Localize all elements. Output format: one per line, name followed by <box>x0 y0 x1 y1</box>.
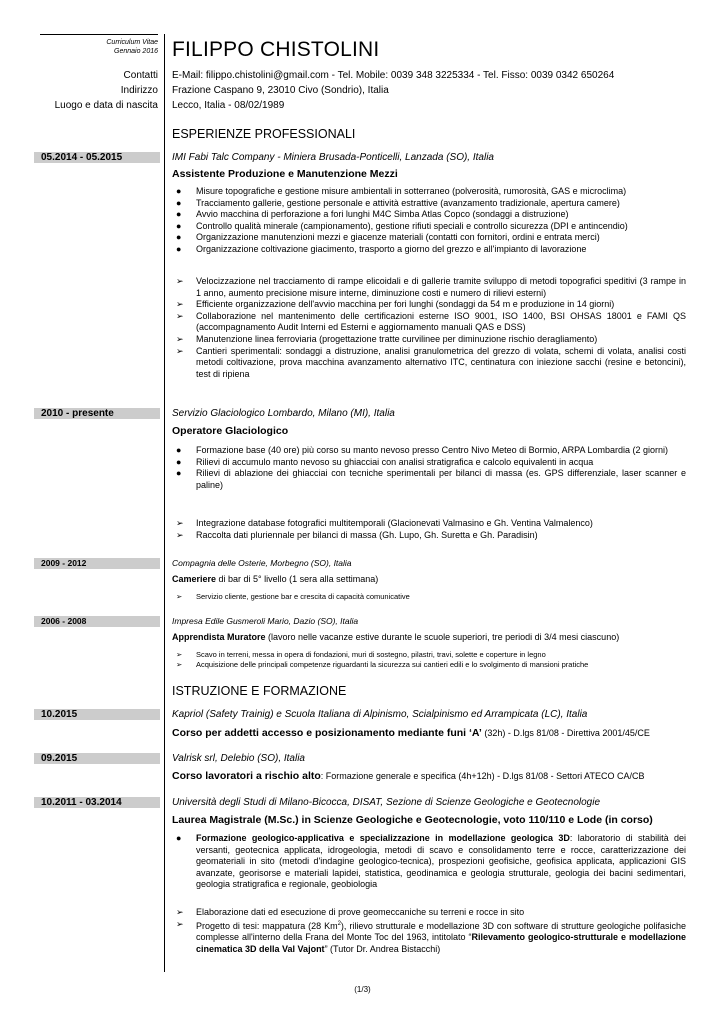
arrow-bullet-icon: ➢ <box>176 333 184 344</box>
job-role: Assistente Produzione e Manutenzione Mezzi <box>172 168 398 180</box>
list-item: ➢ Integrazione database fotografici multitemporali (Glacionevati Valmasino e Gh. Ventina Valmalenco) <box>176 518 593 528</box>
bullet-icon: ● <box>176 833 182 843</box>
arrow-bullet-icon: ➢ <box>176 650 183 659</box>
arrow-bullet-icon: ➢ <box>176 310 184 321</box>
education-organization: Università degli Studi di Milano-Bicocca, DISAT, Sezione di Scienze Geologiche e Geotecnologie <box>172 797 601 808</box>
header-rule <box>40 34 158 35</box>
list-item: ➢ Servizio cliente, gestione bar e crescita di capacità comunicative <box>176 592 410 601</box>
list-item: ➢ Progetto di tesi: mappatura (28 Km$^2$), rilievo strutturale e modellazione 3D con software di strutture geologiche polifasiche complesse all'interno della Frana del Monte Toc del 1963, intitolato “Rilevamento geologico-strutturale e modellazione cinematica 3D della Val Vajont” (Tutor Dr. Andrea Bistacchi) <box>176 918 686 954</box>
arrow-bullet-icon: ➢ <box>176 345 184 356</box>
list-item: ➢ Acquisizione delle principali competenze riguardanti la sicurezza sui cantieri edili e lo svolgimento di mansioni pratiche <box>176 660 589 669</box>
job-achievements-list <box>172 592 686 602</box>
list-item: ● Organizzazione manutenzioni mezzi e giacenze materiali (contatti con fornitori, ordini e entrata merci) <box>176 232 600 243</box>
job-date: 05.2014 - 05.2015 <box>34 152 160 163</box>
arrow-bullet-icon: ➢ <box>176 299 184 310</box>
job-achievements-list <box>172 518 686 541</box>
birth-label: Luogo e data di nascita <box>54 100 158 111</box>
bullet-icon: ● <box>176 220 182 231</box>
education-date: 10.2015 <box>34 709 160 720</box>
job-achievements-list <box>172 650 686 670</box>
list-item: ➢ Scavo in terreni, messa in opera di fondazioni, muri di sostegno, pilastri, travi, solette e coperture in legno <box>176 650 546 659</box>
address-value: Frazione Caspano 9, 23010 Civo (Sondrio), Italia <box>172 85 389 96</box>
education-date: 09.2015 <box>34 753 160 764</box>
job-role: Cameriere di bar di 5° livello (1 sera alla settimana) <box>172 574 379 584</box>
list-item: ● Tracciamento gallerie, gestione personale e attività estrattive (avanzamento tradizionale, apertura camere) <box>176 197 620 208</box>
cv-label-date: Gennaio 2016 <box>114 48 158 55</box>
list-item: ● Avvio macchina di perforazione a fori lunghi M4C Simba Atlas Copco (sondaggi a distruzione) <box>176 209 569 220</box>
bullet-icon: ● <box>176 445 182 455</box>
education-achievements-list <box>172 907 686 955</box>
job-role: Operatore Glaciologico <box>172 425 289 437</box>
bullet-icon: ● <box>176 197 182 208</box>
cv-label-title: Curriculum Vitae <box>106 39 158 46</box>
job-role: Apprendista Muratore (lavoro nelle vacanze estive durante le scuole superiori, tre periodi di 3/4 mesi ciascuno) <box>172 632 620 642</box>
experience-section-title: ESPERIENZE PROFESSIONALI <box>172 127 356 141</box>
education-date: 10.2011 - 03.2014 <box>34 797 160 808</box>
job-date: 2009 - 2012 <box>34 558 160 569</box>
cv-label <box>38 38 158 56</box>
education-organization: Valrisk srl, Delebio (SO), Italia <box>172 753 305 764</box>
contacts-label: Contatti <box>123 70 158 81</box>
education-section-title: ISTRUZIONE E FORMAZIONE <box>172 684 347 698</box>
person-name: FILIPPO CHISTOLINI <box>172 38 380 61</box>
birth-value: Lecco, Italia - 08/02/1989 <box>172 100 285 111</box>
address-label: Indirizzo <box>120 85 158 96</box>
contacts-value: E-Mail: filippo.chistolini@gmail.com - Tel. Mobile: 0039 348 3225334 - Tel. Fisso: 0039 0342 650264 <box>172 70 615 81</box>
list-item: ● Misure topografiche e gestione misure ambientali in sotterraneo (polverosità, rumorosità, GAS e microclima) <box>176 186 627 196</box>
education-title: Corso lavoratori a rischio alto: Formazione generale e specifica (4h+12h) - D.lgs 81/08 - Settori ATECO CA/CB <box>172 770 645 782</box>
list-item: ● Rilievi di accumulo manto nevoso su ghiacciai con analisi stratigrafica e calcolo equivalenti in acqua <box>176 456 594 467</box>
job-organization: IMI Fabi Talc Company - Miniera Brusada-Ponticelli, Lanzada (SO), Italia <box>172 152 494 163</box>
education-organization: Kapriol (Safety Trainig) e Scuola Italiana di Alpinismo, Scialpinismo ed Arrampicata (LC), Italia <box>172 709 588 720</box>
arrow-bullet-icon: ➢ <box>176 529 184 540</box>
list-item: ➢ Raccolta dati pluriennale per bilanci di massa (Gh. Lupo, Gh. Suretta e Gh. Paradisin) <box>176 529 538 540</box>
list-item: ➢ Collaborazione nel mantenimento delle certificazioni esterne ISO 9001, ISO 1400, BSI OHSAS 18001 e FAMI QS (accompagnamento Audit Interni ed Esterni e aggiornamento manuali QAS e DSS) <box>176 310 686 333</box>
bullet-icon: ● <box>176 209 182 220</box>
job-organization: Impresa Edile Gusmeroli Mario, Dazio (SO), Italia <box>172 616 359 626</box>
arrow-bullet-icon: ➢ <box>176 518 184 528</box>
job-duties-list <box>172 445 686 491</box>
list-item: ➢ Efficiente organizzazione dell'avvio macchina per fori lunghi (sondaggi da 54 m e produzione in 14 giorni) <box>176 299 615 310</box>
bullet-icon: ● <box>176 456 182 467</box>
education-title: Laurea Magistrale (M.Sc.) in Scienze Geologiche e Geotecnologie, voto 110/110 e Lode (in corso) <box>172 814 653 826</box>
job-duties-list <box>172 186 686 256</box>
list-item: ● Organizzazione coltivazione giacimento, trasporto a giorno del grezzo e all'impianto di lavorazione <box>176 243 587 254</box>
job-date: 2010 - presente <box>34 408 160 419</box>
arrow-bullet-icon: ➢ <box>176 660 183 669</box>
bullet-icon: ● <box>176 186 182 196</box>
column-divider <box>164 34 165 972</box>
education-details-list <box>172 833 686 891</box>
education-title: Corso per addetti accesso e posizionamento mediante funi ‘A’ (32h) - D.lgs 81/08 - Direttiva 2001/45/CE <box>172 727 650 739</box>
list-item: ➢ Cantieri sperimentali: sondaggi a distruzione, analisi granulometrica del grezzo di volata, schemi di volata, analisi costi metodi coltivazione, prova macchina avanzamento alternativo ITC, centinatura con iniezione sacchi (resine e betoncini), test di ripiena <box>176 345 686 379</box>
list-item: ● Rilievi di ablazione dei ghiacciai con tecniche sperimentali per bilanci di massa (es. GPS differenziale, laser scanner e paline) <box>176 468 686 490</box>
list-item: ● Formazione geologico-applicativa e specializzazione in modellazione geologica 3D: laboratorio di stabilità dei versanti, geotecnica applicata, idrogeologia, metodi di scavo e consolidamento terre e rocce, caratterizzazione dei geomateriali in sito (metodi d'indagine geologico-tecnica), prospezioni geofisiche, geofisica applicata, applicazioni GIS avanzate, georisorse e materiali lapidei, statistica, geodinamica e geologia strutturale, geologia dei bacini sedimentari, geologia stratigrafica e regionale, geobiologia <box>176 833 686 890</box>
job-date: 2006 - 2008 <box>34 616 160 627</box>
arrow-bullet-icon: ➢ <box>176 276 184 286</box>
job-achievements-list <box>172 276 686 380</box>
bullet-icon: ● <box>176 243 182 254</box>
job-organization: Compagnia delle Osterie, Morbegno (SO), Italia <box>172 558 352 568</box>
arrow-bullet-icon: ➢ <box>176 907 184 917</box>
page-number: (1/3) <box>354 985 371 994</box>
arrow-bullet-icon: ➢ <box>176 592 183 601</box>
list-item: ➢ Velocizzazione nel tracciamento di rampe elicoidali e di gallerie tramite sviluppo di metodi topografici speditivi (3 rampe in 1 anno, aumento precisione misure interne, diminuzione costi e numero di rilievi esterni) <box>176 276 686 298</box>
arrow-bullet-icon: ➢ <box>176 918 184 929</box>
job-organization: Servizio Glaciologico Lombardo, Milano (MI), Italia <box>172 408 395 419</box>
list-item: ➢ Elaborazione dati ed esecuzione di prove geomeccaniche su terreni e rocce in sito <box>176 907 525 917</box>
bullet-icon: ● <box>176 232 182 243</box>
list-item: ● Controllo qualità minerale (campionamento), gestione rifiuti speciali e controllo sicurezza (DPI e antincendio) <box>176 220 628 231</box>
list-item: ➢ Manutenzione linea ferroviaria (progettazione tratte curvilinee per diminuzione rischio deragliamento) <box>176 333 598 344</box>
list-item: ● Formazione base (40 ore) più corso su manto nevoso presso Centro Nivo Meteo di Bormio, ARPA Lombardia (2 giorni) <box>176 445 669 455</box>
bullet-icon: ● <box>176 468 182 479</box>
